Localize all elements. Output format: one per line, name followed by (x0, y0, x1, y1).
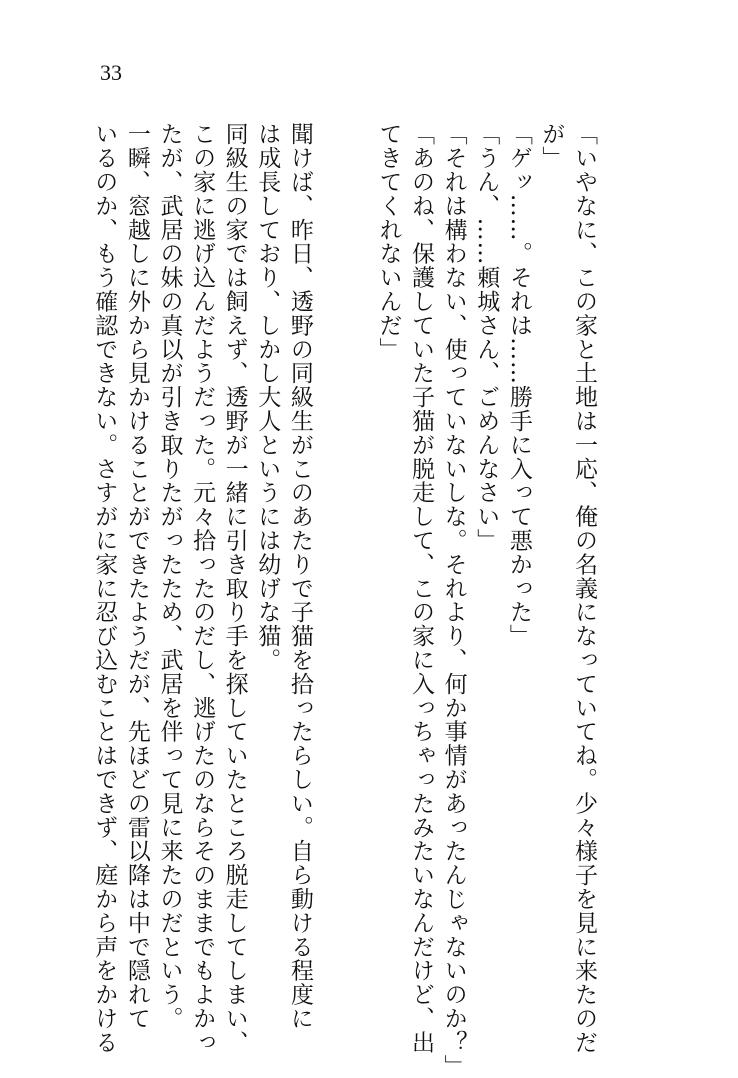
text-line: いるのか、もう確認できない。さすがに家に忍び込むことはできず、庭から声をかける (91, 122, 118, 1055)
page-number: 33 (100, 60, 122, 85)
body-text (88, 122, 600, 1078)
text-line: 「ゲッ……。それは……勝手に入って悪かった」 (505, 122, 532, 648)
text-line: 同級生の家では飼えず、透野が一緒に引き取り手を探していたところ脱走してしまい、 (221, 122, 248, 1055)
text-line: が」 (538, 122, 565, 170)
text-line: は成長しており、しかし大人というには幼げな猫。 (254, 122, 281, 672)
text-line: たが、武居の妹の真以が引き取りたがったため、武居を伴って見に来たのだという。 (156, 122, 183, 1031)
text-line: 「それは構わない、使っていないしな。それより、何か事情があったんじゃないのか？」 (440, 122, 467, 1078)
text-line: 聞けば、昨日、透野の同級生がこのあたりで子猫を拾ったらしい。自ら動ける程度に (286, 122, 313, 1031)
section-break (316, 122, 372, 962)
text-line: 「うん、……頼城さん、ごめんなさい」 (473, 122, 500, 553)
text-line: この家に逃げ込んだようだった。元々拾ったのだし、逃げたのならそのままでもよかっ (189, 122, 216, 1055)
text-line: 「いやなに、この家と土地は一応、俺の名義になっていてね。少々様子を見に来たのだ (571, 122, 597, 1055)
text-line: 一瞬、窓越しに外から見かけることができたようだが、先ほどの雷以降は中で隠れて (123, 122, 150, 1031)
text-line: てきてくれないんだ」 (375, 122, 402, 361)
text-line: 「あのね、保護していた子猫が脱走して、この家に入っちゃったみたいなんだけど、出 (408, 122, 435, 1055)
